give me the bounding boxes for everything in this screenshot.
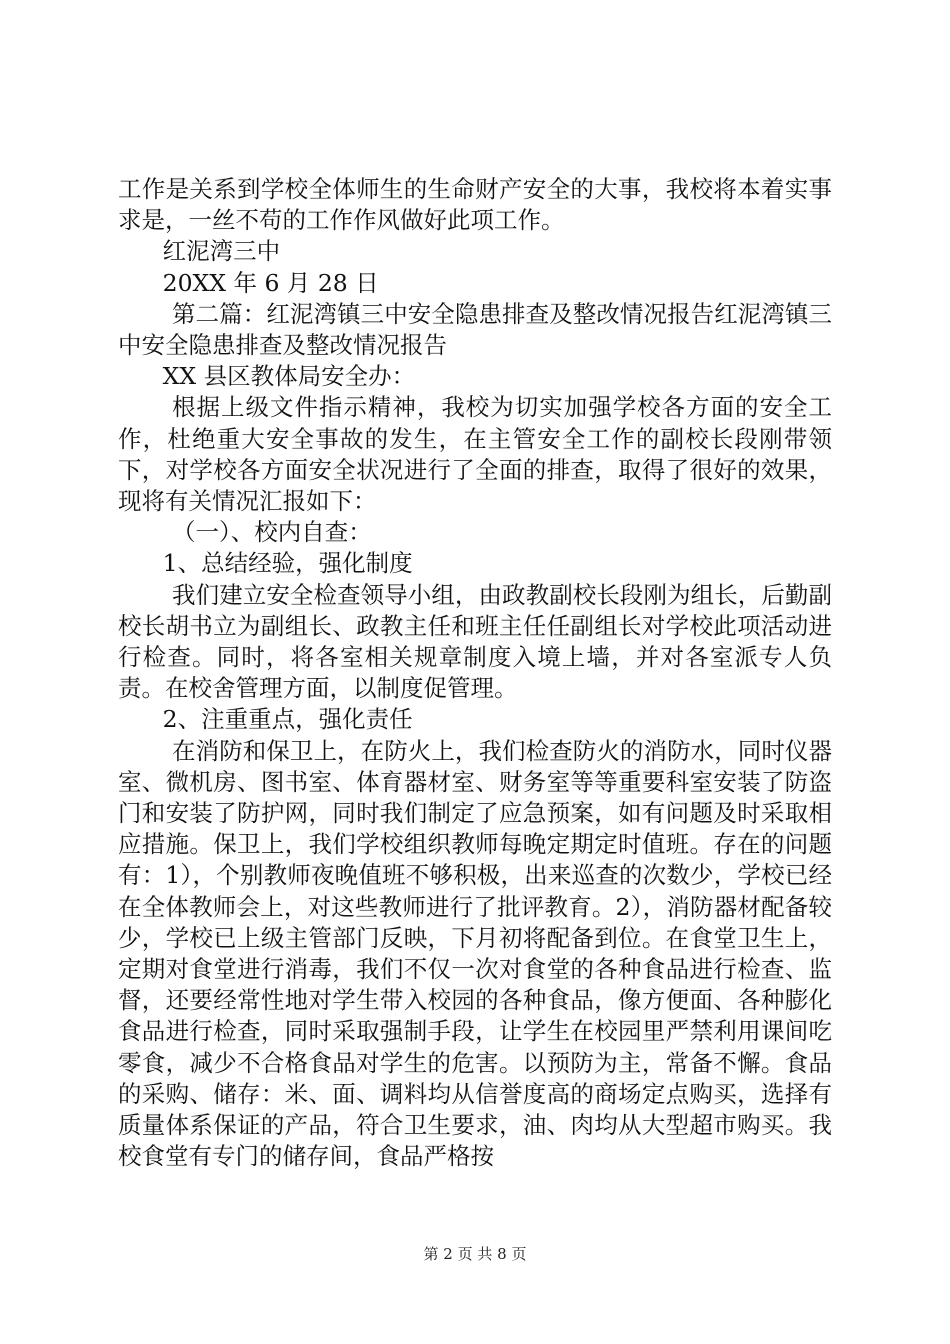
page-footer: 第 2 页 共 8 页	[423, 1245, 527, 1263]
paragraph-2: 红泥湾三中	[162, 237, 281, 266]
paragraph-8: 1、总结经验，强化制度	[162, 549, 413, 578]
paragraph-10: 2、注重重点，强化责任	[162, 705, 413, 734]
paragraph-11: 在消防和保卫上，在防火上，我们检查防火的消防水，同时仪器室、微机房、图书室、体育器材室、财务室等等重要科室安装了防盗门和安装了防护网，同时我们制定了应急预案，如有问题及时采取相应措施。保卫上，我们学校组织教师每晚定期定时值班。存在的问题有：1），个别教师夜晚值班不够积极，出来巡查的次数少，学校已经在全体教师会上，对这些教师进行了批评教育。2），消防器材配备较少，学校已上级主管部门反映，下月初将配备到位。在食堂卫生上，定期对食堂进行消毒，我们不仅一次对食堂的各种食品进行检查、监督，还要经常性地对学生带入校园的各种食品，像方便面、各种膨化食品进行检查，同时采取强制手段，让学生在校园里严禁利用课间吃零食，减少不合格食品对学生的危害。以预防为主，常备不懈。食品的采购、储存：米、面、调料均从信誉度高的商场定点购买，选择有质量体系保证的产品，符合卫生要求，油、肉均从大型超市购买。我校食堂有专门的储存间，食品严格按	[118, 736, 832, 1171]
paragraph-5: XX 县区教体局安全办：	[162, 362, 416, 391]
paragraph-4: 第二篇：红泥湾镇三中安全隐患排查及整改情况报告红泥湾镇三中安全隐患排查及整改情况报告	[118, 299, 832, 360]
paragraph-6: 根据上级文件指示精神，我校为切实加强学校各方面的安全工作，杜绝重大安全事故的发生，在主管安全工作的副校长段刚带领下，对学校各方面安全状况进行了全面的排查，取得了很好的效果，现将有关情况汇报如下：	[118, 393, 832, 516]
paragraph-9: 我们建立安全检查领导小组，由政教副校长段刚为组长，后勤副校长胡书立为副组长、政教主任和班主任任副组长对学校此项活动进行检查。同时，将各室相关规章制度入境上墙，并对各室派专人负责。在校舍管理方面，以制度促管理。	[118, 580, 832, 703]
paragraph-3: 20XX 年 6 月 28 日	[162, 268, 379, 297]
paragraph-1: 工作是关系到学校全体师生的生命财产安全的大事，我校将本着实事求是，一丝不苟的工作作风做好此项工作。	[118, 175, 832, 235]
paragraph-7: （一）、校内自查：	[172, 518, 372, 547]
document-body	[118, 174, 832, 1173]
